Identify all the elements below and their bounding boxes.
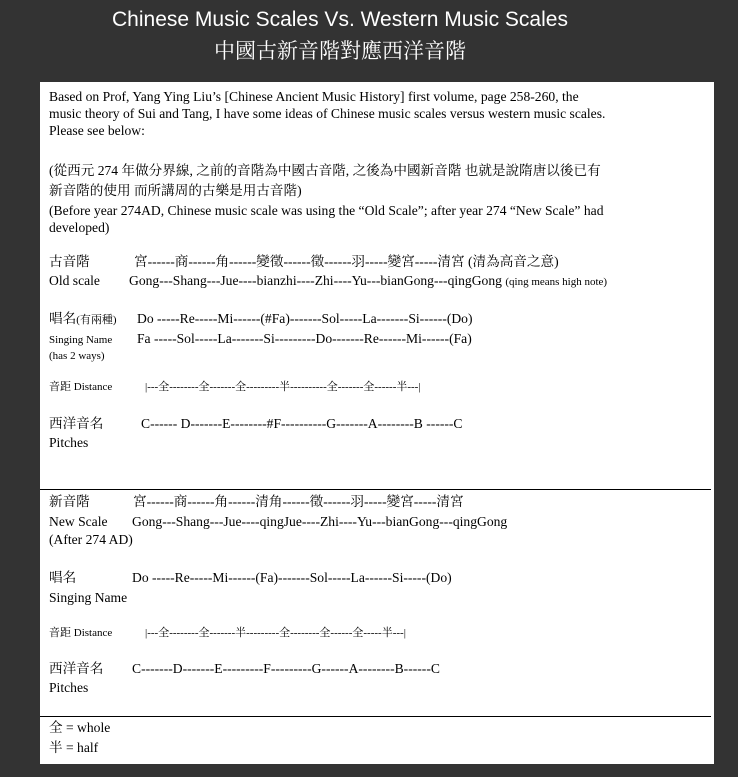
new-pitch-row: C-------D-------E---------F---------G------A--------B------C [132,661,440,676]
new-pitch-label-en: Pitches [49,680,89,695]
old-sing-row-2: Fa -----Sol-----La-------Si---------Do-------Re------Mi------(Fa) [137,331,472,346]
legend-whole: 全 = whole [49,720,111,735]
old-sing-label-zh-small: (有兩種) [76,314,117,326]
intro-zh-line-1: (從西元 274 年做分界線, 之前的音階為中國古音階, 之後為中國新音階 也就是說隋唐以後已有 [49,163,601,178]
old-scale-en-row [129,272,607,291]
title-chinese: 中國古新音階對應西洋音階 [214,40,466,63]
old-distance-label: 音距 Distance [49,381,113,393]
intro-en-line-1: (Before year 274AD, Chinese music scale was using the “Old Scale”; after year 274 “New Scale” had [49,203,604,218]
new-pitch-label-zh: 西洋音名 [49,661,104,676]
intro-line-2: music theory of Sui and Tang, I have some ideas of Chinese music scales versus western music scales. [49,106,606,121]
old-pitch-row: C------ D-------E--------#F----------G-------A--------B ------C [141,416,463,431]
section-divider-1 [40,489,711,490]
section-divider-2 [40,716,711,717]
old-scale-en-note: (qing means high note) [505,276,608,288]
old-sing-label-zh [49,310,117,329]
old-scale-zh-label: 古音階 [49,254,90,269]
new-distance-label: 音距 Distance [49,627,113,639]
title-english: Chinese Music Scales Vs. Western Music Scales [112,8,568,31]
intro-zh-line-2: 新音階的使用 而所講周的古樂是用古音階) [49,183,302,198]
new-scale-zh-notes: 宮------商------角------清角------徵------羽-----變宮-----清宮 [133,494,464,509]
old-sing-label-zh-text: 唱名 [49,311,77,326]
new-sing-row: Do -----Re-----Mi------(Fa)-------Sol-----La------Si-----(Do) [132,570,452,585]
intro-en-line-2: developed) [49,220,110,235]
new-scale-after: (After 274 AD) [49,532,133,547]
intro-line-1: Based on Prof, Yang Ying Liu’s [Chinese Ancient Music History] first volume, page 258-260, the [49,89,579,104]
old-scale-zh-notes: 宮------商------角------變徵------徵------羽-----變宮-----清宮 (清為高音之意) [134,254,559,269]
old-scale-en-label: Old scale [49,273,100,288]
old-sing-label-en: Singing Name [49,334,113,346]
intro-line-3: Please see below: [49,123,145,138]
new-scale-zh-label: 新音階 [49,494,90,509]
old-distance-row: |---全--------全-------全---------半----------全-------全------半---| [145,381,421,393]
old-sing-row-1: Do -----Re-----Mi------(#Fa)-------Sol-----La-------Si------(Do) [137,311,473,326]
new-sing-label-zh: 唱名 [49,570,77,585]
old-pitch-label-zh: 西洋音名 [49,416,104,431]
new-scale-en-label: New Scale [49,514,108,529]
legend-half: 半 = half [49,740,99,755]
old-pitch-label-en: Pitches [49,435,89,450]
old-sing-ways: (has 2 ways) [49,350,105,362]
new-distance-row: |---全--------全-------半---------全--------全------全-----半---| [145,627,406,639]
document-page [40,82,714,764]
new-sing-label-en: Singing Name [49,590,128,605]
new-scale-en-notes: Gong---Shang---Jue----qingJue----Zhi----Yu---bianGong---qingGong [132,514,508,529]
old-scale-en-notes: Gong---Shang---Jue----bianzhi----Zhi----Yu---bianGong---qingGong [129,273,502,288]
